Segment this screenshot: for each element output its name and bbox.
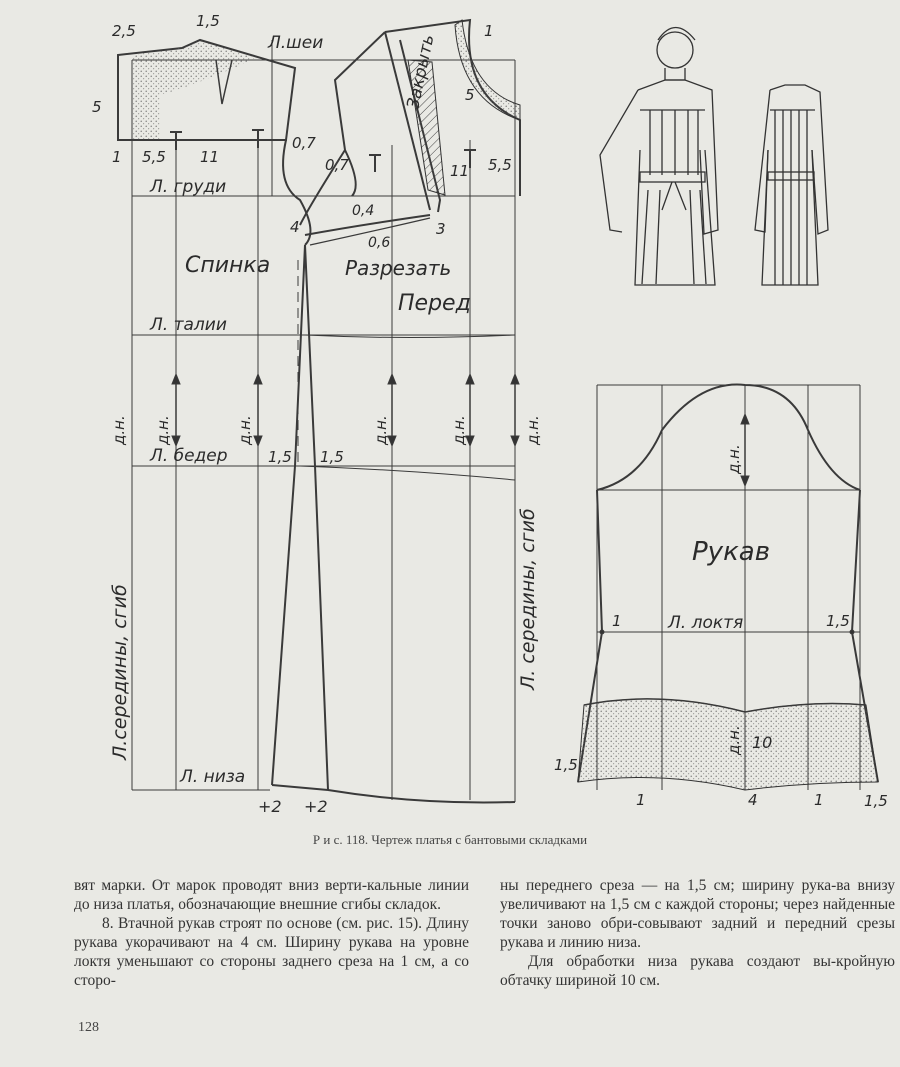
center-fold-left-label: Л.середины, сгиб (109, 584, 131, 760)
measure-plus2-left: +2 (258, 797, 282, 816)
measure-0-7-right: 0,7 (292, 134, 316, 152)
measure-1-5-hip-right: 1,5 (320, 448, 344, 466)
sleeve-label: Рукав (692, 537, 771, 567)
back-label: Спинка (185, 253, 271, 278)
measure-11-left: 11 (200, 148, 220, 166)
sleeve-measure-1-5-left: 1,5 (554, 756, 578, 774)
grain-label-4: д.н. (372, 415, 390, 445)
center-fold-right-label: Л. середины, сгиб (517, 508, 539, 690)
measure-0-7-left: 0,7 (325, 156, 349, 174)
grain-label-2: д.н. (154, 415, 172, 445)
sleeve-measure-1-5-right: 1,5 (864, 792, 888, 810)
measure-11-right: 11 (450, 162, 470, 180)
sleeve-grain-top: д.н. (725, 444, 743, 474)
elbow-line-label: Л. локтя (668, 613, 744, 633)
measure-5-5-right: 5,5 (488, 156, 512, 174)
grain-label-3: д.н. (236, 415, 254, 445)
measure-2-5: 2,5 (112, 22, 136, 40)
dress-back-sketch (755, 85, 828, 285)
paragraph: вят марки. От марок проводят вниз верти-кальные линии до низа платья, обозначающие внешние сгибы складок. (74, 877, 469, 913)
paragraph: Для обработки низа рукава создают вы-кройную обтачку шириной 10 см. (500, 953, 895, 989)
dress-draft (118, 20, 520, 803)
dress-front-sketch (600, 28, 718, 286)
text-column-left (74, 876, 469, 990)
hip-line-label: Л. бедер (150, 446, 228, 466)
front-label: Перед (398, 291, 471, 316)
grain-label-6: д.н. (524, 415, 542, 445)
sleeve-measure-1-bottom-left: 1 (636, 791, 646, 809)
chest-line-label: Л. груди (150, 177, 227, 197)
sleeve-measure-1-bottom-right: 1 (814, 791, 824, 809)
figure-caption: Р и с. 118. Чертеж платья с бантовыми складками (312, 832, 588, 847)
grain-label-5: д.н. (450, 415, 468, 445)
measure-1-5-hip-left: 1,5 (268, 448, 292, 466)
sleeve-measure-1-elbow: 1 (612, 612, 622, 630)
text-column-right (500, 876, 895, 990)
cut-label: Разрезать (345, 256, 452, 280)
sleeve-measure-1-5-elbow: 1,5 (826, 612, 850, 630)
paragraph: ны переднего среза — на 1,5 см; ширину рука-ва внизу увеличивают на 1,5 см с каждой стороны; через найденные точки заново обри-совывают задний и передний срезы рукава и линию низа. (500, 877, 895, 951)
measure-1-5-top: 1,5 (196, 12, 220, 30)
measure-5-5-left: 5,5 (142, 148, 166, 166)
point-3: 3 (436, 220, 446, 238)
measure-5-shoulder: 5 (465, 86, 475, 104)
measure-1-left: 1 (112, 148, 122, 166)
sleeve-grain-bottom: д.н. (725, 725, 743, 755)
measure-0-4: 0,4 (352, 203, 375, 219)
close-label: Закрыть (403, 32, 439, 112)
hem-line-label: Л. низа (180, 767, 246, 787)
paragraph: 8. Втачной рукав строят по основе (см. рис. 15). Длину рукава укорачивают на 4 см. Ширину рукава на уровне локтя уменьшают со стороны заднего среза на 1 см, а со сторо- (74, 915, 469, 989)
measure-plus2-right: +2 (304, 797, 328, 816)
neck-line-label: Л.шеи (268, 33, 324, 53)
point-4: 4 (290, 218, 300, 236)
waist-line-label: Л. талии (150, 315, 227, 335)
grain-label-1: д.н. (110, 415, 128, 445)
sleeve-measure-4-bottom: 4 (748, 791, 758, 809)
measure-0-6: 0,6 (368, 235, 391, 251)
measure-5-left: 5 (92, 98, 102, 116)
page-number: 128 (78, 1020, 99, 1035)
measure-1-top-right: 1 (484, 22, 494, 40)
sleeve-measure-10: 10 (752, 733, 773, 752)
